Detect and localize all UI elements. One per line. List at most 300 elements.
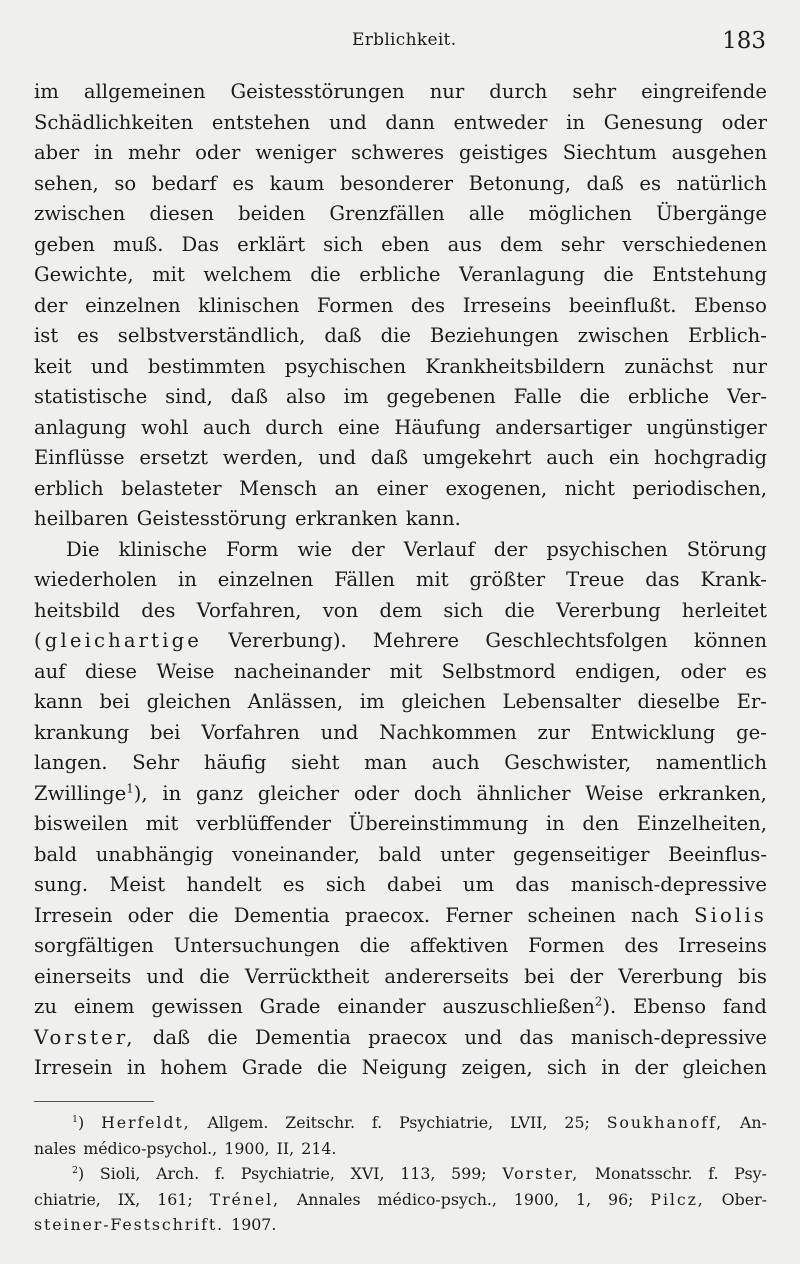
text-line — [34, 657, 767, 688]
word: aus — [447, 232, 482, 256]
footnote-line — [34, 1212, 767, 1238]
word: die — [207, 1025, 238, 1049]
text-line — [34, 169, 767, 200]
word: wie — [297, 537, 333, 561]
word: die — [199, 964, 230, 988]
word: größter — [469, 568, 546, 591]
word: daß — [370, 446, 409, 469]
word: des — [410, 293, 446, 317]
footnote-word: médico-psychol., — [83, 1138, 218, 1158]
word: mit — [152, 263, 185, 286]
word: Vorfahren, — [196, 598, 302, 622]
word: die — [188, 903, 219, 927]
word: erblich — [34, 476, 104, 500]
word: in — [177, 568, 197, 591]
footnote-word: Monatsschr. — [594, 1164, 693, 1183]
word: wiederholen — [34, 568, 158, 591]
word: oder — [353, 781, 400, 805]
word: der — [493, 537, 528, 561]
word: die — [359, 934, 391, 957]
word: so — [114, 171, 137, 195]
word: bei — [524, 964, 555, 988]
word: dann — [385, 110, 435, 134]
word: daß — [152, 1025, 191, 1049]
word: alle — [468, 202, 505, 225]
word: ge- — [736, 720, 767, 744]
word: auszuschließen$^2$). — [442, 994, 617, 1018]
word: nicht — [564, 476, 615, 500]
word: beeinflußt. — [568, 293, 677, 317]
word: des — [624, 934, 659, 957]
text-line — [34, 230, 767, 261]
word: sich — [547, 1056, 587, 1079]
word: Ebenso — [633, 995, 707, 1018]
word: endigen, — [575, 659, 662, 683]
word: es — [77, 324, 99, 347]
word: sehr — [560, 232, 605, 256]
word: Weise — [585, 781, 644, 805]
word: Treue — [566, 568, 625, 591]
word: Übergänge — [655, 202, 767, 225]
word: beiden — [238, 202, 306, 225]
footnote-word: Herfeldt, — [101, 1113, 191, 1132]
footnote-word: 1900, — [513, 1189, 560, 1209]
footnote-word: médico-psych., — [377, 1189, 497, 1209]
word: Grade — [241, 1056, 303, 1079]
word: hohem — [160, 1056, 228, 1079]
word: langen. — [34, 751, 108, 774]
footnote-line — [34, 1187, 767, 1213]
word: das — [645, 568, 680, 591]
word: verblüffender — [195, 812, 332, 835]
footnote-word: 113, — [400, 1164, 436, 1183]
text-line — [34, 870, 767, 901]
word: krankung — [34, 720, 130, 744]
word: dem — [499, 232, 543, 256]
word: Lebensalter — [502, 690, 621, 713]
text-line — [34, 77, 767, 108]
word: eine — [337, 415, 380, 439]
footnote-word: Psychiatrie, — [399, 1113, 494, 1132]
word: in — [94, 141, 114, 164]
word: entstehen — [211, 110, 311, 134]
word: Geistesstörungen — [230, 80, 405, 103]
text-line — [34, 992, 767, 1023]
word: eingreifende — [641, 80, 767, 103]
footnote-word: Psy- — [734, 1164, 767, 1183]
word: bestimmten — [147, 354, 266, 378]
footnote-line — [34, 1110, 767, 1136]
word: kann — [34, 690, 83, 713]
text-line — [34, 809, 767, 840]
text-line — [34, 687, 767, 718]
body-text — [34, 77, 767, 1084]
word: der — [351, 537, 385, 561]
text-line — [34, 382, 767, 413]
word: praecox — [368, 1025, 448, 1049]
word: auf — [34, 659, 66, 683]
text-line — [34, 1053, 767, 1084]
text-line — [34, 535, 767, 566]
word: das — [515, 873, 550, 896]
word: der — [569, 964, 604, 988]
word: in — [162, 781, 182, 805]
word: durch — [265, 415, 324, 439]
word: im — [359, 690, 385, 713]
word: sich — [443, 598, 484, 622]
word: Falle — [513, 385, 562, 408]
word: unter — [440, 842, 495, 866]
text-line — [34, 352, 767, 383]
footnote-word: XVI, — [350, 1164, 385, 1183]
word: bedarf — [151, 171, 217, 195]
word: ist — [34, 324, 59, 347]
word: namentlich — [655, 751, 767, 774]
text-line — [34, 199, 767, 230]
footnote-word: Soukhanoff, — [606, 1113, 724, 1132]
footnote-word: 599; — [451, 1164, 487, 1183]
word: dem — [379, 598, 423, 622]
word: ausgehen — [671, 141, 767, 164]
word: entweder — [453, 110, 548, 134]
running-head — [0, 28, 800, 62]
word: periodischen, — [632, 476, 767, 500]
word: Übereinstimmung — [348, 812, 529, 835]
word: können — [693, 629, 767, 652]
word: daß — [324, 324, 362, 347]
word: und — [146, 964, 185, 988]
footnote-word: IX, — [117, 1189, 141, 1209]
word: Gewichte, — [34, 263, 134, 286]
page-number: 183 — [722, 28, 766, 54]
word: Meist — [109, 873, 166, 896]
word: Dementia — [254, 1025, 351, 1049]
word: oder — [127, 903, 174, 927]
word: gleicher — [257, 781, 340, 805]
text-line — [34, 626, 767, 657]
word: welchem — [203, 263, 292, 286]
footnote-word: Allgem. — [207, 1113, 269, 1132]
word: von — [322, 598, 359, 622]
word: Weise — [156, 659, 215, 683]
word: Grenzfällen — [329, 202, 445, 225]
word: dieselbe — [637, 690, 720, 713]
word: Beeinflus- — [668, 842, 767, 866]
word: man — [364, 751, 408, 774]
text-line — [34, 748, 767, 779]
word: möglichen — [528, 202, 632, 225]
word: psychischen — [546, 537, 668, 561]
text-line — [34, 474, 767, 505]
text-line — [34, 901, 767, 932]
word: sieht — [291, 751, 340, 774]
footnote-word: chiatrie, — [34, 1189, 101, 1209]
footnote-marker: 2 — [72, 1164, 79, 1176]
text-line — [34, 291, 767, 322]
word: einerseits — [34, 964, 132, 988]
word: Ebenso — [693, 293, 767, 317]
word: Mensch — [239, 476, 318, 500]
footnote-word: steiner-Festschrift. — [34, 1215, 225, 1234]
word: sich — [323, 232, 364, 256]
word: diesen — [149, 202, 215, 225]
word: auch — [431, 751, 480, 774]
footnote-word: f. — [371, 1113, 383, 1132]
footnote-reference: 2 — [594, 994, 603, 1009]
word: es — [639, 171, 662, 195]
word: das — [519, 1025, 554, 1049]
word: Entstehung — [652, 263, 767, 286]
text-line — [34, 565, 767, 596]
word: zunächst — [624, 354, 714, 378]
word: die — [310, 263, 341, 286]
word: es — [282, 873, 305, 896]
word: erklärt — [237, 232, 306, 256]
footnote-word: $^2$) — [72, 1164, 85, 1183]
word: kann. — [405, 507, 461, 530]
word: ähnlicher — [476, 781, 571, 805]
word: exogenen, — [445, 476, 548, 500]
word: psychischen — [284, 354, 407, 378]
word: Geistesstörung — [136, 507, 287, 530]
word: doch — [413, 781, 462, 805]
word: ganz — [195, 781, 244, 805]
word: Schädlichkeiten — [34, 110, 194, 134]
footnote-word: Trénel, — [209, 1189, 280, 1209]
word: zeigen, — [461, 1056, 533, 1079]
word: Vererbung). — [228, 629, 347, 652]
word: bis — [738, 964, 767, 988]
word: einander — [337, 995, 426, 1018]
word: oder — [721, 110, 767, 134]
word: Formen — [316, 293, 394, 317]
footnote-word: 214. — [301, 1138, 337, 1158]
word: klinischen — [198, 293, 300, 317]
word: Entwicklung — [590, 720, 716, 744]
word: gegebenen — [386, 385, 496, 408]
word: Erblich- — [687, 324, 767, 347]
word: sorgfältigen — [34, 934, 154, 957]
footnote-word: Pilcz, — [650, 1189, 705, 1209]
word: Selbstmord — [441, 659, 556, 683]
word: Ver- — [727, 385, 767, 408]
footnote-word: 1907. — [231, 1215, 277, 1234]
word: also — [285, 385, 326, 408]
word: andersartiger — [495, 415, 632, 439]
word: ersetzt — [139, 446, 209, 469]
word: und — [320, 720, 359, 744]
word: Verlauf — [403, 537, 475, 561]
text-line — [34, 718, 767, 749]
word: die — [603, 263, 634, 286]
word: die — [317, 1056, 348, 1079]
word: anlagung — [34, 415, 127, 439]
footnote-word: f. — [214, 1164, 226, 1183]
word: oder — [195, 141, 241, 164]
word: einzelnen — [217, 568, 314, 591]
text-line — [34, 931, 767, 962]
footnote-word: $^1$) — [72, 1113, 85, 1132]
word: verschiedenen — [622, 232, 767, 256]
word: Formen — [528, 934, 605, 957]
word: diese — [84, 659, 138, 683]
word: Die — [66, 537, 100, 561]
word: Vorfahren — [201, 720, 300, 744]
word: Genesung — [603, 110, 704, 134]
word: muß. — [112, 232, 164, 256]
text-line — [34, 108, 767, 139]
word: zu — [34, 995, 57, 1018]
word: dabei — [386, 873, 442, 896]
text-line — [34, 779, 767, 810]
word: bei — [150, 720, 181, 744]
word: ungünstiger — [646, 415, 767, 439]
word: hochgradig — [654, 446, 767, 469]
word: Einflüsse — [34, 446, 125, 469]
word: sehen, — [34, 171, 99, 195]
word: Krank- — [700, 568, 767, 591]
word: handelt — [186, 873, 262, 896]
word: manisch-depressive — [570, 873, 767, 896]
word: Dementia — [233, 903, 330, 927]
word: mehr — [127, 141, 181, 164]
word: heitsbild — [34, 598, 121, 622]
word: Sehr — [132, 751, 180, 774]
word: Geschlechtsfolgen — [485, 629, 668, 652]
word: in — [601, 1056, 621, 1079]
word: manisch-depressive — [570, 1025, 767, 1049]
word: natürlich — [676, 171, 767, 195]
word: keit — [34, 354, 72, 378]
word: kaum — [269, 171, 325, 195]
word: Beziehungen — [429, 324, 559, 347]
word: im — [343, 385, 369, 408]
word: erbliche — [627, 385, 710, 408]
word: und — [328, 110, 367, 134]
word: die — [579, 385, 610, 408]
word: geben — [34, 232, 95, 256]
word: wohl — [141, 415, 189, 439]
footnote-word: Annales — [296, 1189, 361, 1209]
word: Geschwister, — [504, 751, 632, 774]
word: die — [380, 324, 412, 347]
footnote-line — [34, 1136, 767, 1162]
word: werden, — [222, 446, 304, 469]
word: Häufung — [394, 415, 481, 439]
word: zur — [537, 720, 570, 744]
word: herleitet — [681, 598, 767, 622]
word: nach — [631, 903, 679, 927]
footnote-word: LVII, — [510, 1113, 548, 1132]
footnote-word: Ober- — [721, 1189, 767, 1209]
footnote-word: Zeitschr. — [285, 1113, 355, 1132]
word: voneinander, — [232, 842, 360, 866]
word: gewissen — [151, 995, 243, 1018]
word: selbstverständlich, — [117, 324, 306, 347]
footnote-word: Vorster, — [502, 1164, 580, 1183]
word: und — [464, 1025, 503, 1049]
footnote-marker: 1 — [72, 1113, 79, 1125]
word: in — [126, 1056, 146, 1079]
word: gegenseitiger — [512, 842, 650, 866]
text-line — [34, 413, 767, 444]
word: Irresein — [34, 903, 113, 927]
footnote-rule — [34, 1101, 154, 1102]
word: an — [334, 476, 359, 500]
word: auch — [546, 446, 595, 469]
word: Ferner — [445, 903, 513, 927]
word: Siechtum — [562, 141, 657, 164]
footnote-word: f. — [708, 1164, 719, 1183]
word: einzelnen — [85, 293, 181, 317]
text-line — [34, 138, 767, 169]
footnote-word: 1, — [576, 1189, 592, 1209]
word: weniger — [255, 141, 337, 164]
footnote-line — [34, 1161, 767, 1187]
footnote-reference: 1 — [126, 780, 134, 795]
word: Neigung — [361, 1056, 448, 1079]
word: um — [462, 873, 495, 896]
word: heilbaren — [34, 507, 129, 530]
word: allgemeinen — [83, 80, 206, 103]
word: eben — [381, 232, 430, 256]
word: bald — [378, 842, 422, 866]
footnote-word: Arch. — [156, 1164, 200, 1183]
word: Fällen — [334, 568, 395, 591]
word: geistiges — [459, 141, 548, 164]
word: mit — [389, 659, 423, 683]
word: Er- — [736, 690, 767, 713]
footnote-word: 96; — [608, 1189, 634, 1209]
word: sung. — [34, 873, 89, 896]
word: sehr — [572, 80, 617, 103]
word: Nachkommen — [379, 720, 517, 744]
word: bisweilen — [34, 812, 128, 835]
word: Siolis — [694, 903, 767, 927]
word: Störung — [686, 537, 767, 561]
word: gleichen — [682, 1056, 767, 1079]
word: der — [634, 1056, 669, 1079]
footnote-word: II, — [276, 1138, 295, 1158]
word: Vererbung — [556, 598, 661, 622]
word: den — [582, 812, 620, 835]
footnote-word: Sioli, — [99, 1164, 141, 1183]
word: häufig — [203, 751, 267, 774]
word: Veranlagung — [458, 263, 585, 286]
word: daß — [230, 385, 269, 408]
word: (gleichartige — [34, 629, 203, 652]
word: im — [34, 80, 59, 103]
word: praecox. — [344, 903, 431, 927]
footnotes — [34, 1110, 767, 1238]
word: Irreseins — [462, 293, 552, 317]
word: der — [34, 293, 68, 317]
word: statistische — [34, 385, 148, 408]
word: Untersuchungen — [173, 934, 340, 957]
word: sind, — [165, 385, 213, 408]
word: einem — [73, 995, 135, 1018]
word: einer — [376, 476, 428, 500]
footnote-word: nales — [34, 1138, 77, 1158]
footnote-word: 161; — [157, 1189, 193, 1209]
word: die — [504, 598, 535, 622]
word: mit — [415, 568, 449, 591]
word: zwischen — [34, 202, 126, 225]
word: belasteter — [121, 476, 222, 500]
word: besonderer — [339, 171, 454, 195]
word: Krankheitsbildern — [425, 354, 606, 378]
word: gleichen — [401, 690, 486, 713]
